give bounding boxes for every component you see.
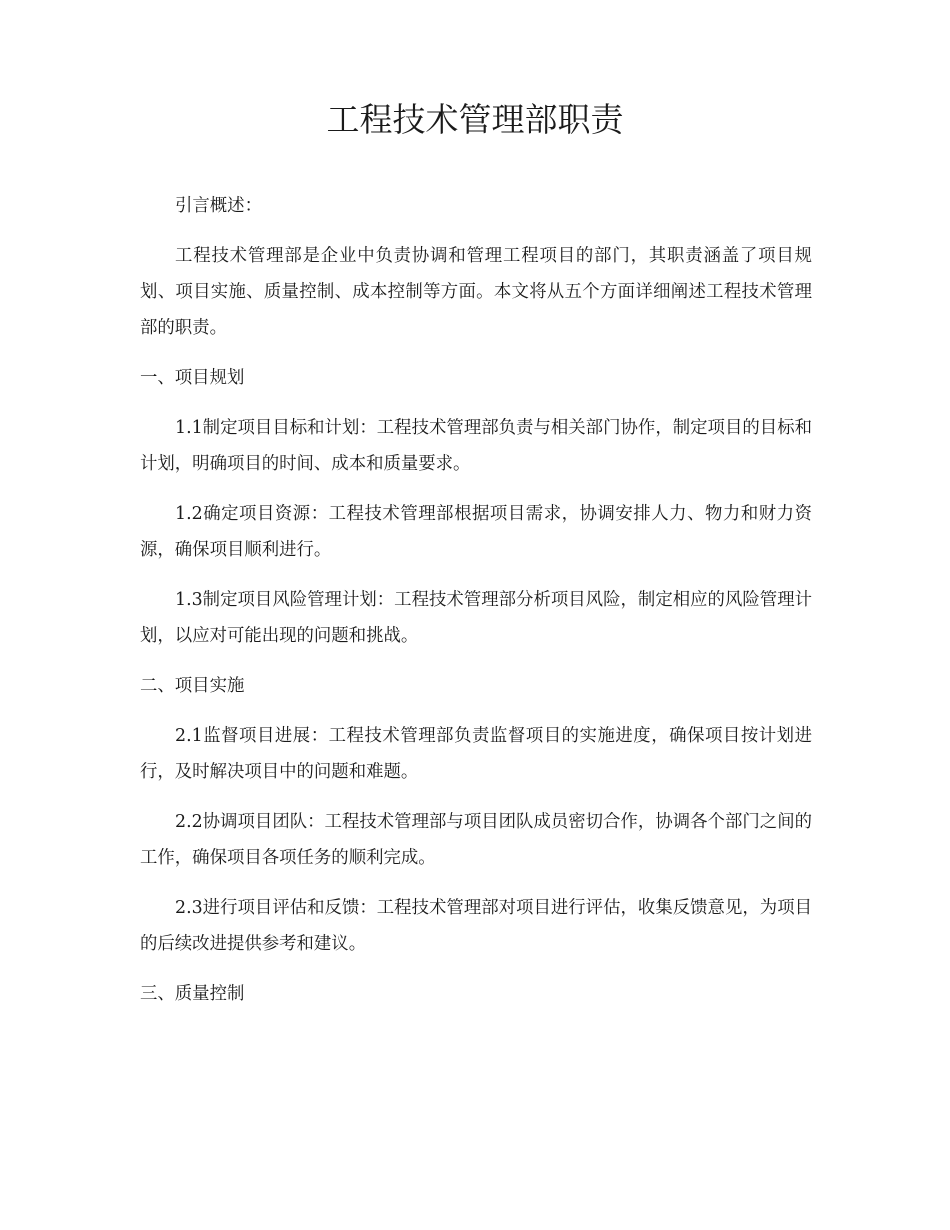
intro-paragraph: 工程技术管理部是企业中负责协调和管理工程项目的部门，其职责涵盖了项目规划、项目实施、质量控制、成本控制等方面。本文将从五个方面详细阐述工程技术管理部的职责。 [140,246,812,338]
document-title: 工程技术管理部职责 [326,100,624,139]
paragraph-1-1: 1.1制定项目目标和计划：工程技术管理部负责与相关部门协作，制定项目的目标和计划，明确项目的时间、成本和质量要求。 [140,418,812,474]
paragraph-1-3: 1.3制定项目风险管理计划：工程技术管理部分析项目风险，制定相应的风险管理计划，以应对可能出现的问题和挑战。 [140,590,812,646]
section-heading-2: 二、项目实施 [140,676,245,696]
document-body [140,188,812,1012]
paragraph-2-3: 2.3进行项目评估和反馈：工程技术管理部对项目进行评估，收集反馈意见，为项目的后续改进提供参考和建议。 [140,898,812,954]
paragraph-2-2: 2.2协调项目团队：工程技术管理部与项目团队成员密切合作，协调各个部门之间的工作，确保项目各项任务的顺利完成。 [140,812,812,868]
paragraph-1-2: 1.2确定项目资源：工程技术管理部根据项目需求，协调安排人力、物力和财力资源，确保项目顺利进行。 [140,504,812,560]
section-heading-3: 三、质量控制 [140,984,245,1004]
paragraph-2-1: 2.1监督项目进展：工程技术管理部负责监督项目的实施进度，确保项目按计划进行，及时解决项目中的问题和难题。 [140,726,812,782]
section-heading-1: 一、项目规划 [140,368,245,388]
intro-label: 引言概述： [175,196,262,216]
